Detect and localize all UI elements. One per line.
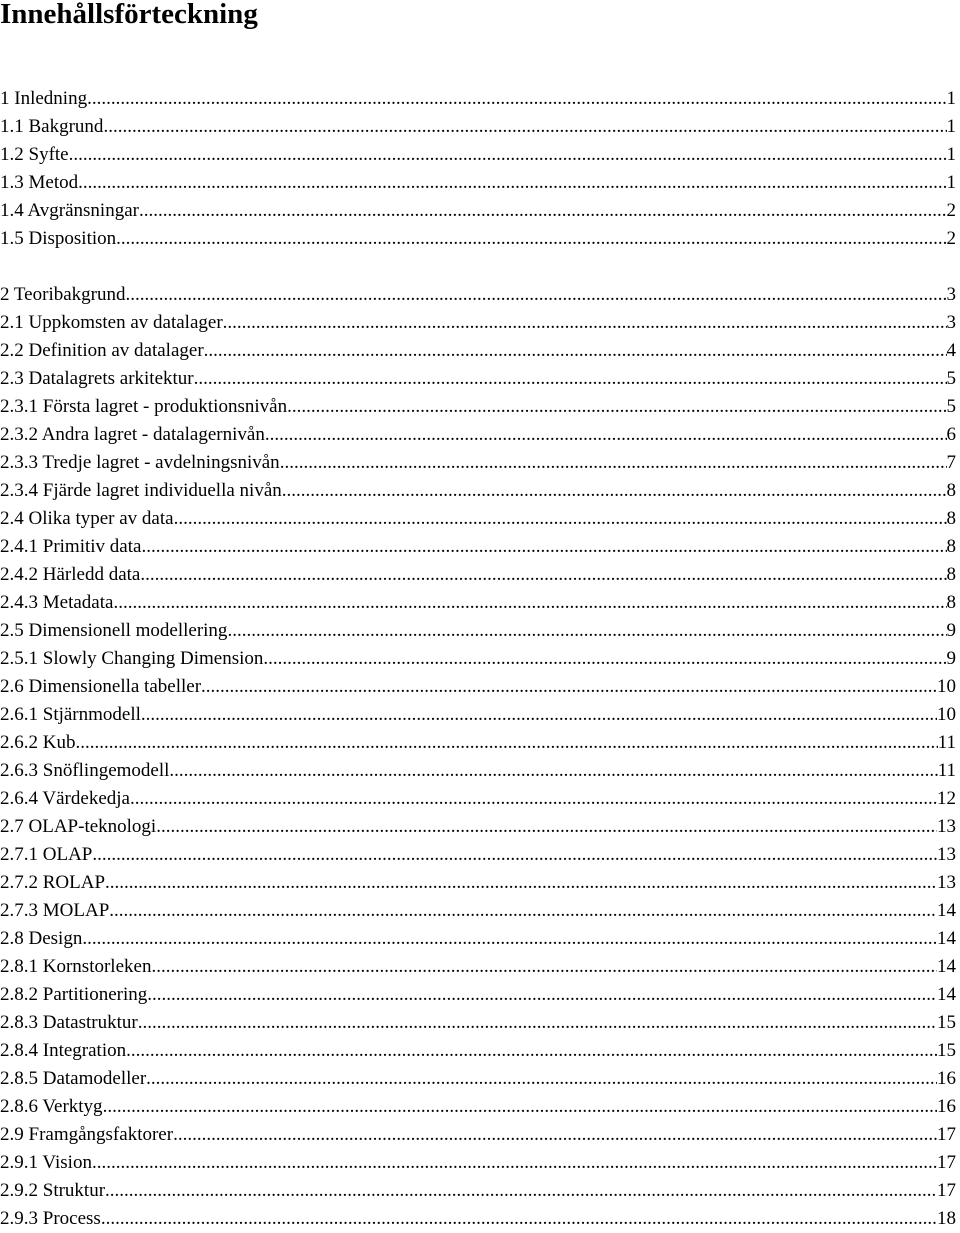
toc-entry[interactable] bbox=[0, 729, 960, 757]
toc-entry[interactable] bbox=[0, 141, 960, 169]
toc-entry-page-number: 2 bbox=[946, 228, 956, 249]
toc-dot-leader bbox=[109, 897, 937, 925]
toc-entry-label: 2.5.1 Slowly Changing Dimension bbox=[0, 648, 264, 669]
toc-dot-leader bbox=[156, 813, 937, 841]
toc-entry[interactable] bbox=[0, 1009, 960, 1037]
toc-entry[interactable] bbox=[0, 225, 960, 253]
toc-entry-page-number: 8 bbox=[946, 564, 956, 585]
toc-entry-page-number: 5 bbox=[946, 396, 956, 417]
toc-entry-label: 1.2 Syfte bbox=[0, 144, 69, 165]
toc-entry[interactable] bbox=[0, 757, 960, 785]
toc-entry[interactable] bbox=[0, 841, 960, 869]
toc-entry-page-number: 1 bbox=[946, 88, 956, 109]
toc-entry-label: 2.8.5 Datamodeller bbox=[0, 1068, 147, 1089]
toc-entry[interactable] bbox=[0, 561, 960, 589]
toc-entry-label: 2.3.1 Första lagret - produktionsnivån bbox=[0, 396, 288, 417]
toc-entry-label: 2.6.3 Snöflingemodell bbox=[0, 760, 170, 781]
toc-entry[interactable] bbox=[0, 785, 960, 813]
toc-dot-leader bbox=[92, 1149, 937, 1177]
toc-entry-page-number: 14 bbox=[937, 956, 956, 977]
toc-entry-label: 2.7 OLAP-teknologi bbox=[0, 816, 157, 837]
toc-entry-page-number: 13 bbox=[937, 872, 956, 893]
toc-entry[interactable] bbox=[0, 925, 960, 953]
toc-entry[interactable] bbox=[0, 645, 960, 673]
toc-entry-label: 2.2 Definition av datalager bbox=[0, 340, 204, 361]
toc-entry-label: 2.7.3 MOLAP bbox=[0, 900, 110, 921]
toc-dot-leader bbox=[130, 785, 937, 813]
toc-entry[interactable] bbox=[0, 869, 960, 897]
toc-dot-leader bbox=[146, 1065, 937, 1093]
toc-entry-label: 2.7.2 ROLAP bbox=[0, 872, 106, 893]
toc-entry-page-number: 3 bbox=[946, 284, 956, 305]
toc-entry[interactable] bbox=[0, 1037, 960, 1065]
toc-entry[interactable] bbox=[0, 281, 960, 309]
toc-entry-page-number: 8 bbox=[946, 592, 956, 613]
toc-entry[interactable] bbox=[0, 197, 960, 225]
toc-entry-label: 2.9.3 Process bbox=[0, 1208, 101, 1229]
toc-entry-page-number: 11 bbox=[937, 732, 956, 753]
toc-dot-leader bbox=[263, 645, 946, 673]
toc-dot-leader bbox=[139, 197, 947, 225]
toc-entry-label: 2.9 Framgångsfaktorer bbox=[0, 1124, 174, 1145]
toc-entry[interactable] bbox=[0, 1177, 960, 1205]
toc-entry-label: 2.8.2 Partitionering bbox=[0, 984, 148, 1005]
toc-entry-page-number: 12 bbox=[937, 788, 956, 809]
toc-dot-leader bbox=[126, 1037, 937, 1065]
toc-entry-page-number: 1 bbox=[946, 172, 956, 193]
toc-entry-page-number: 13 bbox=[937, 844, 956, 865]
toc-dot-leader bbox=[141, 701, 937, 729]
toc-dot-leader bbox=[151, 953, 937, 981]
toc-entry-label: 2.8 Design bbox=[0, 928, 83, 949]
table-of-contents bbox=[0, 85, 960, 1233]
toc-entry-label: 2.8.4 Integration bbox=[0, 1040, 127, 1061]
toc-entry-page-number: 2 bbox=[946, 200, 956, 221]
toc-entry-label: 2 Teoribakgrund bbox=[0, 284, 126, 305]
toc-entry-page-number: 8 bbox=[946, 536, 956, 557]
toc-group bbox=[0, 85, 960, 253]
toc-entry-label: 2.6.2 Kub bbox=[0, 732, 76, 753]
toc-entry-page-number: 10 bbox=[937, 676, 956, 697]
toc-dot-leader bbox=[126, 281, 947, 309]
toc-entry-label: 2.3 Datalagrets arkitektur bbox=[0, 368, 194, 389]
toc-dot-leader bbox=[138, 1009, 937, 1037]
toc-entry-page-number: 8 bbox=[946, 480, 956, 501]
toc-entry-label: 1.3 Metod bbox=[0, 172, 79, 193]
toc-dot-leader bbox=[227, 617, 946, 645]
toc-entry[interactable] bbox=[0, 981, 960, 1009]
toc-dot-leader bbox=[201, 673, 937, 701]
page-title: Innehållsförteckning bbox=[0, 0, 258, 30]
toc-entry[interactable] bbox=[0, 477, 960, 505]
toc-entry[interactable] bbox=[0, 505, 960, 533]
toc-entry-page-number: 10 bbox=[937, 704, 956, 725]
toc-dot-leader bbox=[103, 1093, 937, 1121]
toc-dot-leader bbox=[116, 225, 946, 253]
toc-entry[interactable] bbox=[0, 953, 960, 981]
toc-dot-leader bbox=[204, 337, 947, 365]
toc-entry[interactable] bbox=[0, 85, 960, 113]
toc-entry[interactable] bbox=[0, 113, 960, 141]
toc-entry[interactable] bbox=[0, 533, 960, 561]
toc-entry[interactable] bbox=[0, 337, 960, 365]
toc-entry[interactable] bbox=[0, 1149, 960, 1177]
toc-entry-label: 2.8.6 Verktyg bbox=[0, 1096, 103, 1117]
toc-entry[interactable] bbox=[0, 701, 960, 729]
toc-dot-leader bbox=[173, 1121, 937, 1149]
toc-dot-leader bbox=[69, 141, 947, 169]
toc-dot-leader bbox=[87, 85, 946, 113]
toc-dot-leader bbox=[141, 533, 946, 561]
toc-entry-page-number: 11 bbox=[937, 760, 956, 781]
toc-entry-label: 2.3.4 Fjärde lagret individuella nivån bbox=[0, 480, 282, 501]
toc-dot-leader bbox=[194, 365, 947, 393]
toc-entry-label: 2.9.2 Struktur bbox=[0, 1180, 106, 1201]
toc-dot-leader bbox=[75, 729, 937, 757]
toc-entry-page-number: 3 bbox=[946, 312, 956, 333]
toc-entry-page-number: 15 bbox=[937, 1012, 956, 1033]
toc-entry[interactable] bbox=[0, 365, 960, 393]
toc-dot-leader bbox=[223, 309, 947, 337]
toc-dot-leader bbox=[78, 169, 946, 197]
toc-entry-label: 2.7.1 OLAP bbox=[0, 844, 93, 865]
toc-entry-page-number: 17 bbox=[937, 1152, 956, 1173]
toc-entry-label: 2.3.3 Tredje lagret - avdelningsnivån bbox=[0, 452, 280, 473]
toc-entry[interactable] bbox=[0, 813, 960, 841]
toc-entry[interactable] bbox=[0, 393, 960, 421]
toc-dot-leader bbox=[147, 981, 937, 1009]
toc-entry[interactable] bbox=[0, 1093, 960, 1121]
toc-dot-leader bbox=[265, 421, 947, 449]
toc-dot-leader bbox=[92, 841, 937, 869]
toc-entry[interactable] bbox=[0, 309, 960, 337]
toc-entry-label: 1 Inledning bbox=[0, 88, 88, 109]
toc-dot-leader bbox=[113, 589, 946, 617]
toc-entry-page-number: 13 bbox=[937, 816, 956, 837]
toc-entry-label: 2.3.2 Andra lagret - datalagernivån bbox=[0, 424, 265, 445]
toc-entry-page-number: 9 bbox=[946, 648, 956, 669]
toc-entry-label: 2.8.3 Datastruktur bbox=[0, 1012, 138, 1033]
toc-entry[interactable] bbox=[0, 1121, 960, 1149]
toc-entry-page-number: 7 bbox=[946, 452, 956, 473]
toc-dot-leader bbox=[105, 869, 937, 897]
toc-dot-leader bbox=[169, 757, 937, 785]
toc-entry-page-number: 17 bbox=[937, 1124, 956, 1145]
toc-entry-label: 2.9.1 Vision bbox=[0, 1152, 92, 1173]
toc-entry-label: 2.4.3 Metadata bbox=[0, 592, 114, 613]
toc-entry-label: 2.1 Uppkomsten av datalager bbox=[0, 312, 223, 333]
toc-dot-leader bbox=[280, 449, 947, 477]
toc-entry-page-number: 8 bbox=[946, 508, 956, 529]
toc-dot-leader bbox=[140, 561, 946, 589]
toc-entry-page-number: 15 bbox=[937, 1040, 956, 1061]
toc-dot-leader bbox=[103, 113, 946, 141]
toc-entry-label: 2.6.1 Stjärnmodell bbox=[0, 704, 141, 725]
toc-entry[interactable] bbox=[0, 897, 960, 925]
toc-entry-page-number: 17 bbox=[937, 1180, 956, 1201]
toc-entry[interactable] bbox=[0, 169, 960, 197]
toc-entry-page-number: 9 bbox=[946, 620, 956, 641]
toc-entry-page-number: 16 bbox=[937, 1096, 956, 1117]
toc-dot-leader bbox=[174, 505, 947, 533]
toc-entry[interactable] bbox=[0, 449, 960, 477]
toc-entry-label: 2.4.2 Härledd data bbox=[0, 564, 141, 585]
toc-entry-page-number: 16 bbox=[937, 1068, 956, 1089]
toc-entry-page-number: 1 bbox=[946, 116, 956, 137]
toc-entry-label: 2.6 Dimensionella tabeller bbox=[0, 676, 202, 697]
toc-dot-leader bbox=[82, 925, 937, 953]
toc-entry[interactable] bbox=[0, 1205, 960, 1233]
toc-entry-page-number: 5 bbox=[946, 368, 956, 389]
toc-dot-leader bbox=[287, 393, 946, 421]
toc-entry-label: 2.4 Olika typer av data bbox=[0, 508, 174, 529]
toc-entry-label: 2.8.1 Kornstorleken bbox=[0, 956, 152, 977]
toc-entry[interactable] bbox=[0, 617, 960, 645]
toc-entry[interactable] bbox=[0, 589, 960, 617]
toc-entry-label: 2.5 Dimensionell modellering bbox=[0, 620, 228, 641]
toc-entry-page-number: 14 bbox=[937, 900, 956, 921]
toc-dot-leader bbox=[282, 477, 947, 505]
toc-entry-page-number: 14 bbox=[937, 928, 956, 949]
toc-entry[interactable] bbox=[0, 673, 960, 701]
toc-entry-page-number: 6 bbox=[946, 424, 956, 445]
toc-dot-leader bbox=[101, 1205, 937, 1233]
toc-entry-label: 2.4.1 Primitiv data bbox=[0, 536, 142, 557]
toc-entry-page-number: 4 bbox=[946, 340, 956, 361]
toc-entry-page-number: 18 bbox=[937, 1208, 956, 1229]
toc-entry-label: 1.5 Disposition bbox=[0, 228, 117, 249]
toc-dot-leader bbox=[105, 1177, 937, 1205]
toc-entry-page-number: 14 bbox=[937, 984, 956, 1005]
toc-entry-label: 2.6.4 Värdekedja bbox=[0, 788, 130, 809]
toc-group bbox=[0, 281, 960, 1233]
toc-entry[interactable] bbox=[0, 1065, 960, 1093]
toc-entry-label: 1.1 Bakgrund bbox=[0, 116, 104, 137]
toc-entry-label: 1.4 Avgränsningar bbox=[0, 200, 139, 221]
toc-entry-page-number: 1 bbox=[946, 144, 956, 165]
toc-entry[interactable] bbox=[0, 421, 960, 449]
